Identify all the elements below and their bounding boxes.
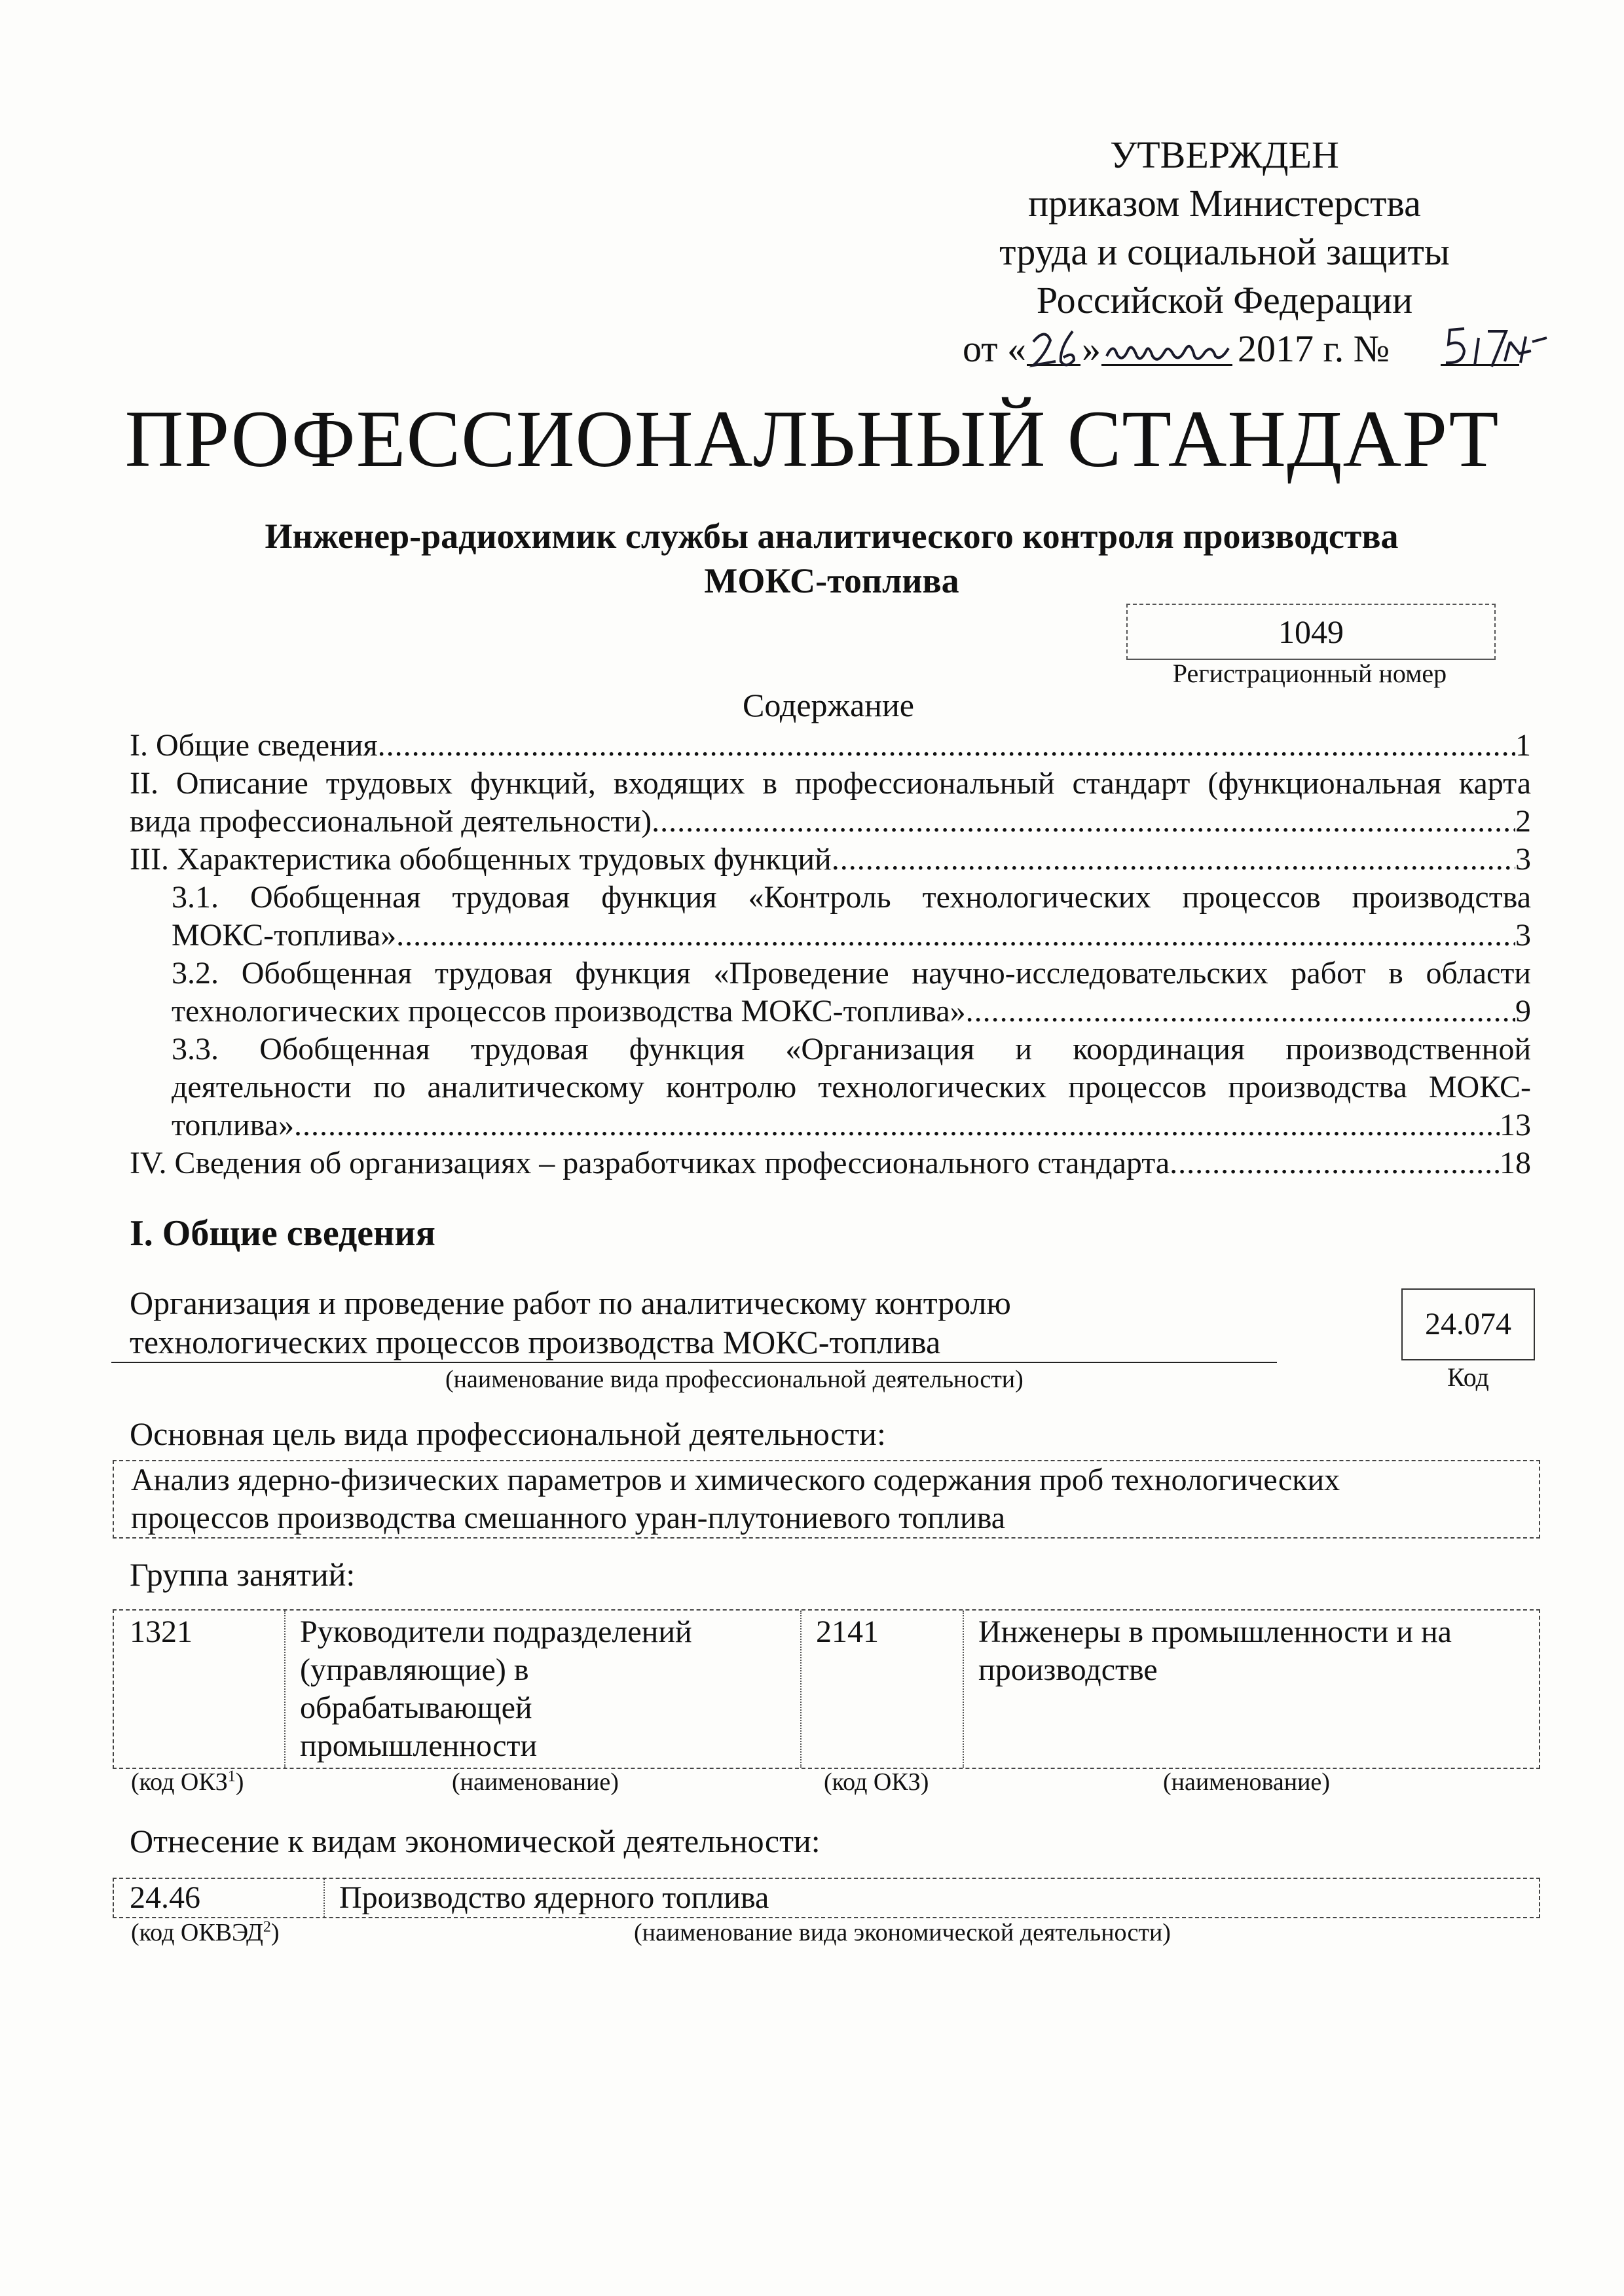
handwritten-month (1103, 322, 1234, 374)
group-name-1: Руководители подразделений (управляющие) в обрабатывающей промышленности (300, 1614, 692, 1763)
date-prefix: от « (963, 327, 1027, 370)
subtitle-line-1: Инженер-радиохимик службы аналитического контроля производства (265, 517, 1399, 556)
occupation-group-table (113, 1609, 1540, 1769)
handwritten-day (1027, 322, 1086, 374)
group-code-2: 2141 (816, 1614, 879, 1649)
goal-line-2: процессов производства смешанного уран-плутониевого топлива (131, 1501, 1006, 1535)
toc-entry-3-3[interactable]: топлива» ..... 13 (172, 1106, 1531, 1144)
goal-line-1: Анализ ядерно-физических параметров и химического содержания проб технологических (131, 1463, 1340, 1497)
toc-entry-3-3-line-1[interactable]: 3.3. Обобщенная трудовая функция «Организация и координация производственной (172, 1032, 1531, 1066)
toc-entry-3-1[interactable]: МОКС-топлива» ..... 3 (172, 917, 1531, 955)
group-label: Группа занятий: (130, 1556, 356, 1593)
group-name-2: Инженеры в промышленности и на производстве (978, 1614, 1452, 1687)
activity-code-box: 24.074 (1401, 1288, 1535, 1360)
activity-caption: (наименование вида профессиональной деятельности) (445, 1366, 1024, 1393)
caption-okz-1: (код ОКЗ$^1$) (131, 1768, 244, 1796)
date-year: 2017 г. № (1238, 327, 1390, 370)
approval-line-order: приказом Министерства (1028, 182, 1421, 225)
activity-name-line-2: технологических процессов производства МОКС-топлива (130, 1324, 941, 1360)
toc-entry-4[interactable]: IV. Сведения об организациях – разработчиках профессионального стандарта ..... 18 (130, 1144, 1531, 1182)
caption-name-1: (наименование) (452, 1768, 619, 1796)
approval-line-ministry: труда и социальной защиты (999, 230, 1450, 273)
caption-okved: (код ОКВЭД$^2$) (131, 1918, 280, 1946)
toc-entry-3-2-line-1[interactable]: 3.2. Обобщенная трудовая функция «Проведение научно-исследовательских работ в области (172, 956, 1531, 991)
document-subtitle (131, 514, 1532, 603)
toc-entry-3-1-line-1[interactable]: 3.1. Обобщенная трудовая функция «Контроль технологических процессов производства (172, 880, 1531, 915)
goal-label: Основная цель вида профессиональной деятельности: (130, 1415, 886, 1452)
econ-activity-table (113, 1878, 1540, 1918)
econ-label: Отнесение к видам экономической деятельности: (130, 1823, 821, 1859)
subtitle-line-2: МОКС-топлива (704, 561, 959, 600)
document-title: ПРОФЕССИОНАЛЬНЫЙ СТАНДАРТ (124, 394, 1500, 484)
toc-entry-3[interactable]: III. Характеристика обобщенных трудовых функций ..... 3 (130, 841, 1531, 879)
goal-box (113, 1460, 1540, 1539)
activity-name (130, 1283, 1011, 1362)
activity-code-label: Код (1447, 1362, 1489, 1392)
toc-entry-1[interactable]: I. Общие сведения ..... 1 (130, 727, 1531, 765)
toc-entry-2-line-1[interactable]: II. Описание трудовых функций, входящих в профессиональный стандарт (функциональная карта (130, 766, 1531, 801)
registration-number-box: 1049 (1126, 604, 1496, 660)
approval-date-line (851, 325, 1598, 373)
caption-econ-name: (наименование вида экономической деятельности) (634, 1919, 1171, 1946)
registration-number-label: Регистрационный номер (1172, 659, 1447, 688)
table-of-contents (130, 727, 1531, 1182)
econ-name: Производство ядерного топлива (339, 1880, 769, 1915)
approval-title: УТВЕРЖДЕН (1110, 134, 1339, 176)
group-code-1: 1321 (130, 1614, 193, 1649)
handwritten-order-number (1442, 322, 1553, 374)
section-heading: I. Общие сведения (130, 1213, 435, 1254)
econ-code: 24.46 (130, 1880, 200, 1915)
approval-line-federation: Российской Федерации (1036, 279, 1413, 321)
toc-entry-2[interactable]: вида профессиональной деятельности) ..... 2 (130, 803, 1531, 841)
toc-title: Содержание (743, 687, 914, 723)
activity-name-line-1: Организация и проведение работ по аналитическому контролю (130, 1285, 1011, 1321)
toc-entry-3-3-line-2[interactable]: деятельности по аналитическому контролю технологических процессов производства МОКС- (172, 1070, 1531, 1104)
toc-entry-3-2[interactable]: технологических процессов производства МОКС-топлива» ..... 9 (172, 993, 1531, 1030)
caption-name-2: (наименование) (1163, 1768, 1330, 1796)
date-close-quote: » (1082, 327, 1101, 370)
caption-okz-2: (код ОКЗ) (824, 1768, 929, 1796)
approval-block (851, 131, 1598, 373)
